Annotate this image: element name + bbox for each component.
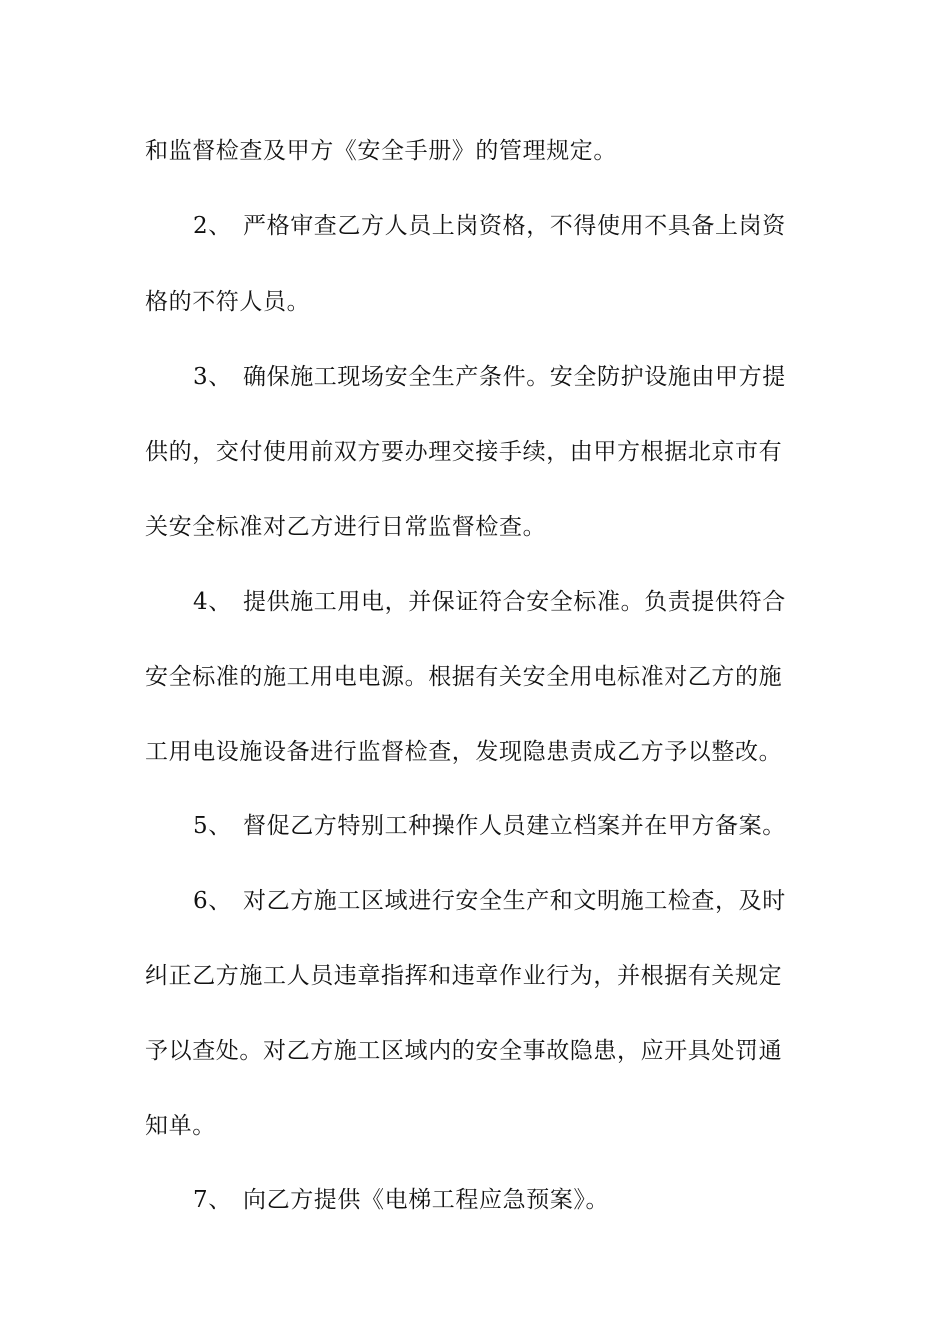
text-line (145, 131, 805, 171)
item-number: 6、 (193, 888, 232, 914)
line-text: 严格审查乙方人员上岗资格，不得使用不具备上岗资 (243, 213, 786, 239)
list-item-6 (145, 881, 805, 921)
text-line (145, 432, 805, 472)
line-text: 对乙方施工区域进行安全生产和文明施工检查，及时 (243, 888, 786, 914)
list-item-4 (145, 582, 805, 622)
text-line (145, 1106, 805, 1146)
list-item-5 (145, 806, 805, 846)
item-number: 7、 (193, 1187, 232, 1213)
line-text: 纠正乙方施工人员违章指挥和违章作业行为，并根据有关规定 (145, 963, 783, 989)
line-text: 督促乙方特别工种操作人员建立档案并在甲方备案。 (243, 813, 786, 839)
line-text: 予以查处。对乙方施工区域内的安全事故隐患，应开具处罚通 (145, 1038, 783, 1064)
list-item-2 (145, 206, 805, 246)
item-number: 5、 (193, 813, 232, 839)
line-text: 向乙方提供《电梯工程应急预案》。 (243, 1187, 610, 1213)
line-text: 确保施工现场安全生产条件。安全防护设施由甲方提 (243, 364, 786, 390)
line-text: 安全标准的施工用电电源。根据有关安全用电标准对乙方的施 (145, 664, 783, 690)
line-text: 工用电设施设备进行监督检查，发现隐患责成乙方予以整改。 (145, 739, 783, 765)
text-line (145, 956, 805, 996)
line-text: 格的不符人员。 (145, 289, 311, 315)
item-number: 2、 (193, 213, 232, 239)
item-number: 3、 (193, 364, 232, 390)
line-text: 知单。 (145, 1113, 216, 1139)
text-line (145, 1031, 805, 1071)
line-text: 提供施工用电，并保证符合安全标准。负责提供符合 (243, 589, 786, 615)
list-item-7 (145, 1180, 805, 1220)
text-line (145, 282, 805, 322)
list-item-3 (145, 357, 805, 397)
text-line (145, 732, 805, 772)
line-text: 供的，交付使用前双方要办理交接手续，由甲方根据北京市有 (145, 439, 783, 465)
line-text: 关安全标准对乙方进行日常监督检查。 (145, 514, 547, 540)
text-line (145, 507, 805, 547)
item-number: 4、 (193, 589, 232, 615)
text-line (145, 657, 805, 697)
line-text: 和监督检查及甲方《安全手册》的管理规定。 (145, 138, 617, 164)
